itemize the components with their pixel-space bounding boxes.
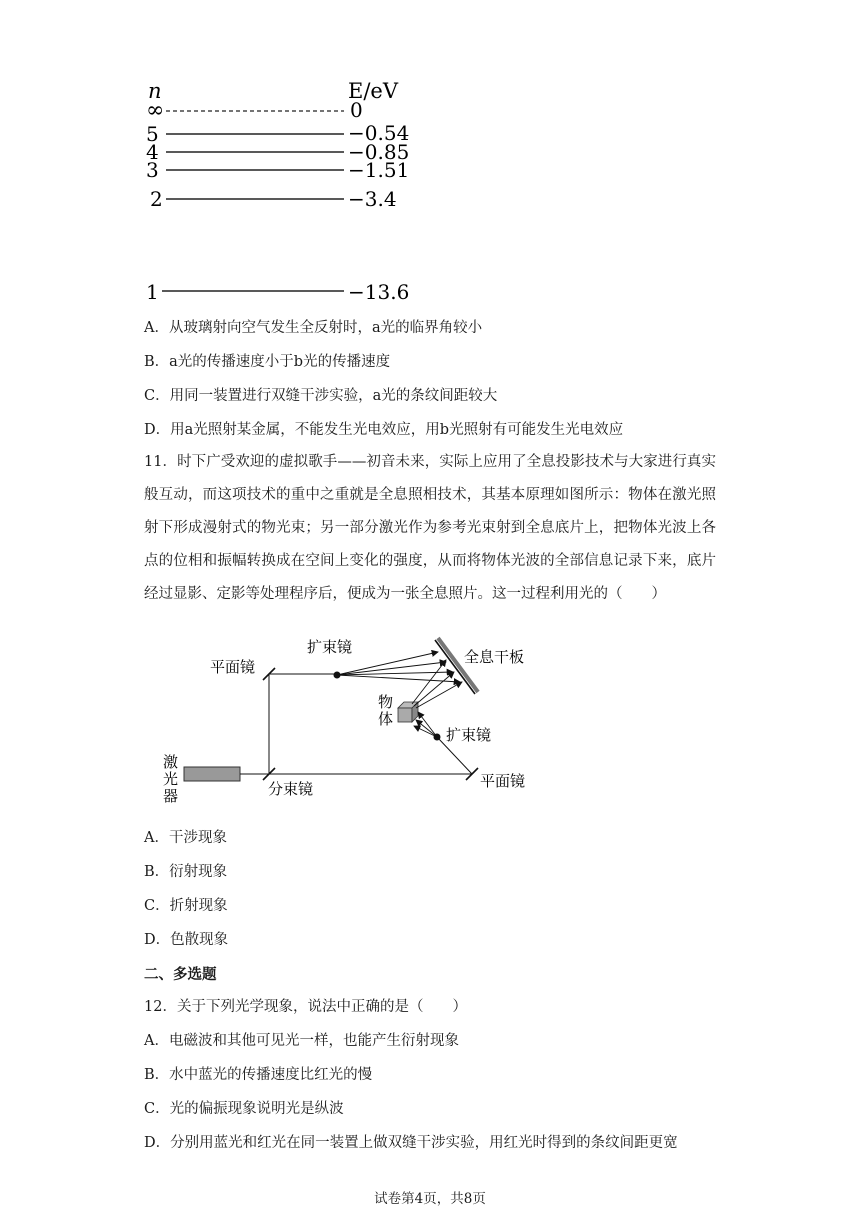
level-n-3: 3	[146, 158, 159, 182]
laser-body	[184, 767, 240, 781]
level-e-4: −0.85	[348, 140, 410, 164]
option-letter: D．	[144, 422, 171, 438]
q10-option-b	[144, 352, 390, 372]
option-letter: B．	[144, 354, 170, 370]
top-expander-label: 扩束镜	[307, 638, 353, 656]
q11-option-d: D．色散现象	[144, 932, 229, 948]
q11-option-a: A．干涉现象	[144, 830, 227, 846]
option-text: 从玻璃射向空气发生全反射时，a光的临界角较小	[168, 320, 483, 336]
page-footer: 试卷第4页，共8页	[374, 1191, 486, 1207]
q12-option-c: C．光的偏振现象说明光是纵波	[144, 1101, 344, 1117]
energy-axis-label: E/eV	[348, 79, 398, 103]
q10-option-a	[144, 318, 482, 338]
option-letter: C．	[144, 388, 170, 404]
level-e-1: −13.6	[348, 280, 410, 304]
obj-ray-3	[416, 682, 462, 708]
level-e-5: −0.54	[348, 121, 410, 145]
q11-stem: 11．时下广受欢迎的虚拟歌手——初音未来，实际上应用了全息投影技术与大家进行真实般互动，而这项技术的重中之重就是全息照相技术，其基本原理如图所示：物体在激光照射下形成漫射式的物光束；另一部分激光作为参考光束射到全息底片上，把物体光波上各点的位相和振幅转换成在空间上变化的强度，从而将物体光波的全部信息记录下来，底片经过显影、定影等处理程序后，便成为一张全息照片。这一过程利用光的（ ）	[144, 454, 716, 602]
q10-option-d	[144, 420, 623, 440]
top-mirror-label: 平面镜	[210, 658, 256, 676]
right-mirror-label: 平面镜	[480, 772, 526, 790]
energy-level-diagram	[140, 78, 430, 308]
laser-label-2: 光	[163, 770, 179, 788]
q11-option-c: C．折射现象	[144, 898, 228, 914]
q12-stem: 12．关于下列光学现象，说法中正确的是（ ）	[144, 999, 467, 1015]
level-e-3: −1.51	[348, 158, 410, 182]
laser-label-3: 器	[163, 787, 179, 805]
holography-diagram	[150, 632, 550, 812]
obj-ray-1	[412, 660, 446, 704]
ref-ray-4	[337, 675, 460, 682]
q12-option-a: A．电磁波和其他可见光一样，也能产生衍射现象	[144, 1033, 459, 1049]
obj-ray-2	[414, 672, 454, 706]
level-n-inf: ∞	[146, 98, 165, 123]
level-e-inf: 0	[350, 98, 363, 122]
q11-option-b: B．衍射现象	[144, 864, 228, 880]
option-text: 用同一装置进行双缝干涉实验，a光的条纹间距较大	[169, 388, 498, 404]
level-n-5: 5	[146, 122, 159, 146]
option-text: 用a光照射某金属，不能发生光电效应，用b光照射有可能发生光电效应	[170, 422, 624, 438]
q10-option-c	[144, 386, 497, 406]
level-n-2: 2	[150, 187, 163, 211]
object-label-1: 物	[378, 693, 394, 711]
option-text: a光的传播速度小于b光的传播速度	[169, 354, 391, 370]
ref-ray-1	[337, 652, 438, 675]
q12-option-d: D．分别用蓝光和红光在同一装置上做双缝干涉实验，用红光时得到的条纹间距更宽	[144, 1135, 678, 1151]
level-n-1: 1	[146, 280, 159, 304]
object-label-2: 体	[378, 710, 394, 728]
laser-label-1: 激	[163, 753, 179, 771]
right-expander-label: 扩束镜	[446, 726, 492, 744]
splitter-label: 分束镜	[268, 780, 314, 798]
n-axis-label: n	[148, 79, 162, 103]
q12-option-b: B．水中蓝光的传播速度比红光的慢	[144, 1067, 373, 1083]
option-letter: A．	[144, 320, 169, 336]
level-e-2: −3.4	[348, 187, 397, 211]
plate-label: 全息干板	[464, 648, 525, 666]
object-box	[398, 708, 412, 722]
level-n-4: 4	[146, 140, 159, 164]
section-title: 二、多选题	[144, 966, 217, 983]
